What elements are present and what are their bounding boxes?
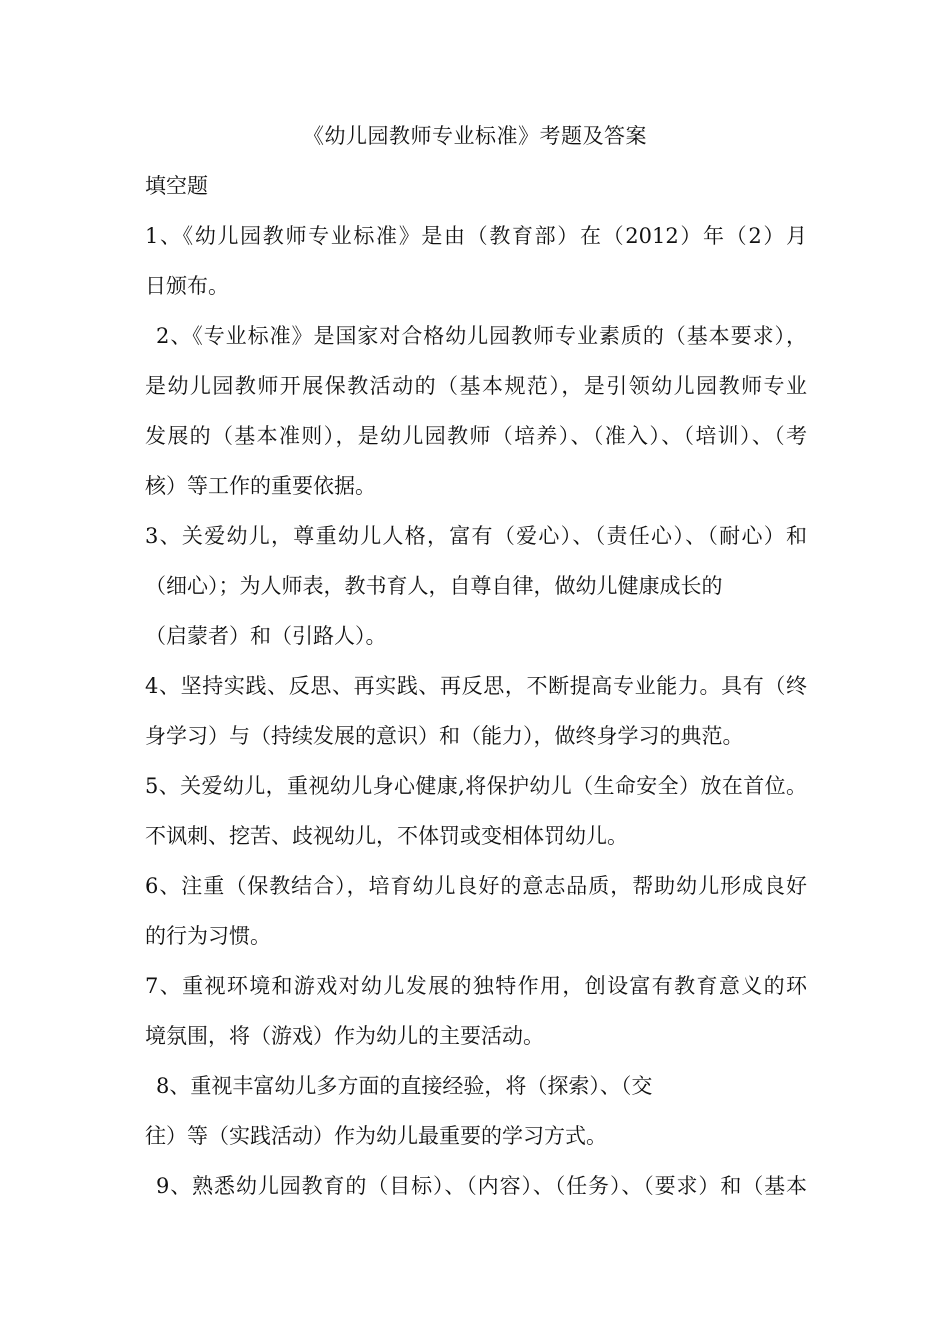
text-line: 的行为习惯。 [145,924,271,948]
text-line: 往）等（实践活动）作为幼儿最重要的学习方式。 [145,1124,607,1148]
text-line: 7、重视环境和游戏对幼儿发展的独特作用，创设富有教育意义的环 [145,974,807,998]
text-line: 身学习）与（持续发展的意识）和（能力），做终身学习的典范。 [145,724,744,748]
text-line: 1、《幼儿园教师专业标准》是由（教育部）在（2012）年（2）月 [145,224,807,248]
document-title: 《幼儿园教师专业标准》考题及答案 [303,124,647,148]
text-line: 9、熟悉幼儿园教育的（目标）、（内容）、（任务）、（要求）和（基本 [156,1174,807,1198]
text-line: 不讽刺、挖苦、歧视幼儿，不体罚或变相体罚幼儿。 [145,824,628,848]
text-line: 是幼儿园教师开展保教活动的（基本规范），是引领幼儿园教师专业 [145,374,807,398]
text-line: 境氛围，将（游戏）作为幼儿的主要活动。 [145,1024,544,1048]
text-line: 6、注重（保教结合），培育幼儿良好的意志品质，帮助幼儿形成良好 [145,874,807,898]
text-line: 4、坚持实践、反思、再实践、再反思，不断提高专业能力。具有（终 [145,674,807,698]
section-heading: 填空题 [145,174,208,198]
text-line: 3、关爱幼儿，尊重幼儿人格，富有（爱心）、（责任心）、（耐心）和 [145,524,807,548]
text-line: （启蒙者）和（引路人）。 [145,624,387,648]
text-line: 发展的（基本准则），是幼儿园教师（培养）、（准入）、（培训）、（考 [145,424,807,448]
text-line: 5、关爱幼儿，重视幼儿身心健康,将保护幼儿（生命安全）放在首位。 [145,774,807,798]
text-line: 日颁布。 [145,274,229,298]
text-line: 8、重视丰富幼儿多方面的直接经验，将（探索）、（交 [156,1074,653,1098]
text-line: 核）等工作的重要依据。 [145,474,376,498]
text-line: （细心）；为人师表，教书育人，自尊自律，做幼儿健康成长的 [145,574,723,598]
text-line: 2、《专业标准》是国家对合格幼儿园教师专业素质的（基本要求）， [156,324,807,348]
